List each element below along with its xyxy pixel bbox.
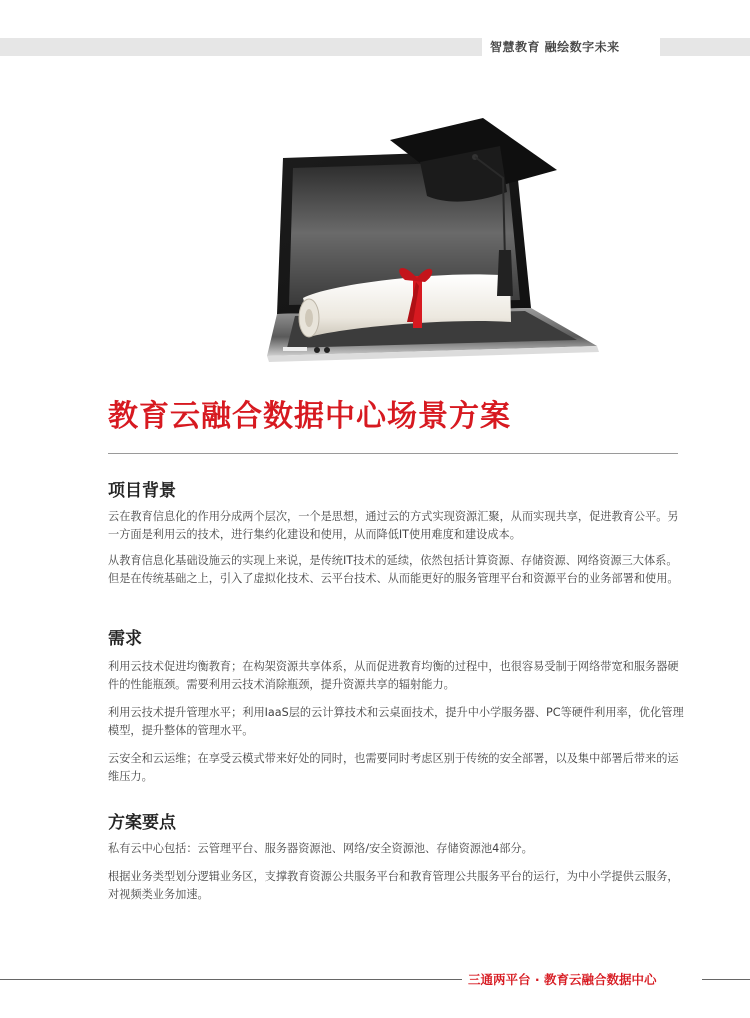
section-paragraph: 根据业务类型划分逻辑业务区，支撑教育资源公共服务平台和教育管理公共服务平台的运行，为中小学提供云服务，对视频类业务加速。	[108, 870, 679, 901]
page-title: 教育云融合数据中心场景方案	[108, 399, 511, 434]
footer-rule-right	[702, 979, 750, 980]
section-paragraph: 云安全和云运维；在享受云模式带来好处的同时，也需要同时考虑区别于传统的安全部署，以及集中部署后带来的运维压力。	[108, 752, 679, 783]
footer-rule-left	[0, 979, 462, 980]
banner-bar-left	[0, 38, 482, 56]
footer	[0, 970, 750, 990]
laptop-diploma-icon	[205, 100, 605, 380]
section-heading-background: 项目背景	[108, 481, 176, 501]
header-slogan: 智慧教育 融绘数字未来	[490, 40, 620, 54]
hero-image	[205, 100, 605, 380]
top-banner	[0, 38, 750, 56]
section-paragraph: 私有云中心包括：云管理平台、服务器资源池、网络/安全资源池、存储资源池4部分。	[108, 842, 533, 855]
title-divider	[108, 453, 678, 454]
section-heading-requirements: 需求	[108, 629, 142, 649]
section-heading-solution: 方案要点	[108, 813, 176, 833]
section-paragraph: 从教育信息化基础设施云的实现上来说，是传统IT技术的延续，依然包括计算资源、存储资源、网络资源三大体系。但是在传统基础之上，引入了虚拟化技术、云平台技术、从而能更好的服务管理平台和资源平台的业务部署和使用。	[108, 554, 679, 585]
section-paragraph: 云在教育信息化的作用分成两个层次，一个是思想，通过云的方式实现资源汇聚，从而实现共享，促进教育公平。另一方面是利用云的技术，进行集约化建设和使用，从而降低IT使用难度和建设成本。	[108, 510, 679, 541]
section-paragraph: 利用云技术提升管理水平；利用IaaS层的云计算技术和云桌面技术，提升中小学服务器、PC等硬件利用率，优化管理模型，提升整体的管理水平。	[108, 706, 684, 737]
footer-text: 三通两平台 · 教育云融合数据中心	[468, 972, 657, 987]
banner-bar-right	[660, 38, 750, 56]
section-paragraph: 利用云技术促进均衡教育；在构架资源共享体系，从而促进教育均衡的过程中，也很容易受制于网络带宽和服务器硬件的性能瓶颈。需要利用云技术消除瓶颈，提升资源共享的辐射能力。	[108, 660, 679, 691]
